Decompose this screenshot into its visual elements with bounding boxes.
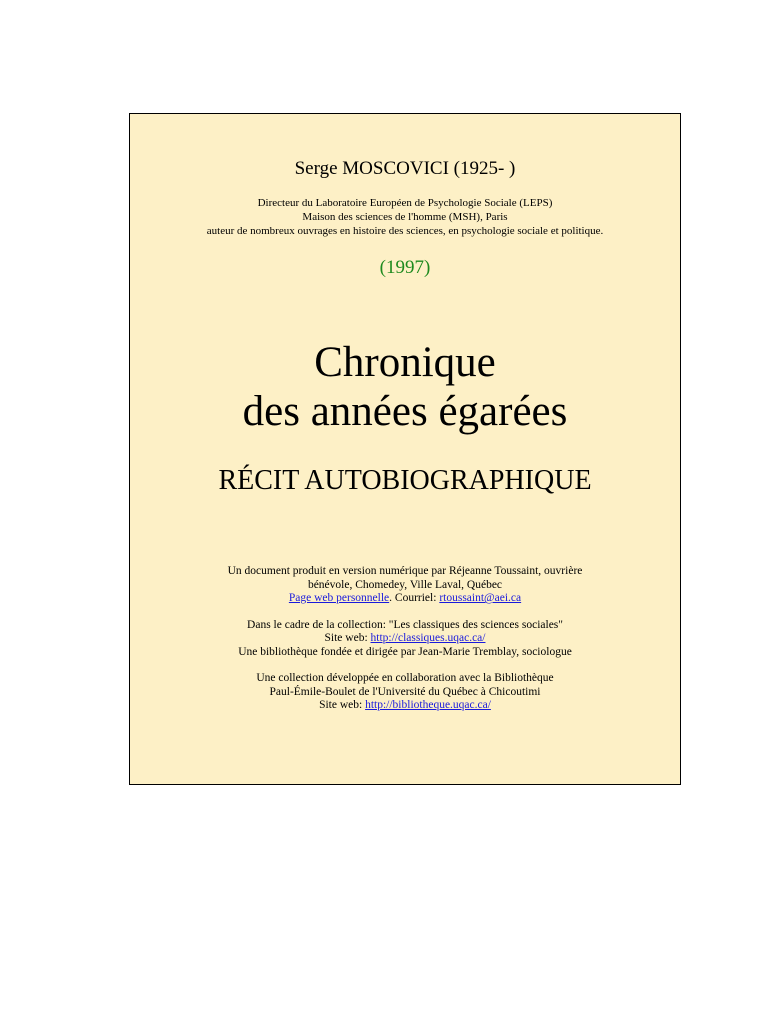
library-site-link[interactable]: http://bibliotheque.uqac.ca/ — [365, 699, 491, 711]
credit-line: Un document produit en version numérique par Réjeanne Toussaint, ouvrière — [227, 565, 583, 577]
credit-site-line — [130, 632, 680, 646]
affiliation-line: Directeur du Laboratoire Européen de Psychologie Sociale (LEPS) — [257, 197, 553, 209]
credit-line: Dans le cadre de la collection: "Les classiques des sciences sociales" — [247, 618, 563, 631]
library-site-line — [130, 699, 680, 713]
credit-line: bénévole, Chomedey, Ville Laval, Québec — [307, 578, 503, 591]
site-label: Site web: — [324, 632, 371, 644]
title-line-2: des années égarées — [242, 388, 568, 435]
publication-year: (1997) — [379, 257, 431, 278]
affiliation-line: Maison des sciences de l'homme (MSH), Paris — [302, 211, 508, 223]
classiques-site-link[interactable]: http://classiques.uqac.ca/ — [370, 632, 486, 644]
credits-block — [130, 552, 680, 726]
author-affiliation — [130, 196, 680, 238]
email-link[interactable]: rtoussaint@aei.ca — [439, 592, 522, 604]
credit-line: Paul-Émile-Boulet de l'Université du Québec à Chicoutimi — [269, 685, 541, 698]
credit-line: Une bibliothèque fondée et dirigée par Jean-Marie Tremblay, sociologue — [238, 645, 572, 658]
affiliation-line: auteur de nombreux ouvrages en histoire des sciences, en psychologie sociale et politique. — [206, 225, 604, 237]
author-name: Serge MOSCOVICI (1925- ) — [294, 158, 516, 179]
personal-page-link[interactable]: Page web personnelle — [288, 592, 390, 604]
email-label: . Courriel: — [389, 592, 440, 604]
book-title — [130, 338, 680, 436]
credit-links-line — [130, 592, 680, 606]
credit-line: Une collection développée en collaboration avec la Bibliothèque — [256, 672, 554, 684]
cover-page — [129, 113, 681, 785]
library-site-label: Site web: — [319, 699, 366, 711]
title-line-1: Chronique — [314, 339, 496, 386]
book-subtitle: RÉCIT AUTOBIOGRAPHIQUE — [218, 465, 592, 496]
